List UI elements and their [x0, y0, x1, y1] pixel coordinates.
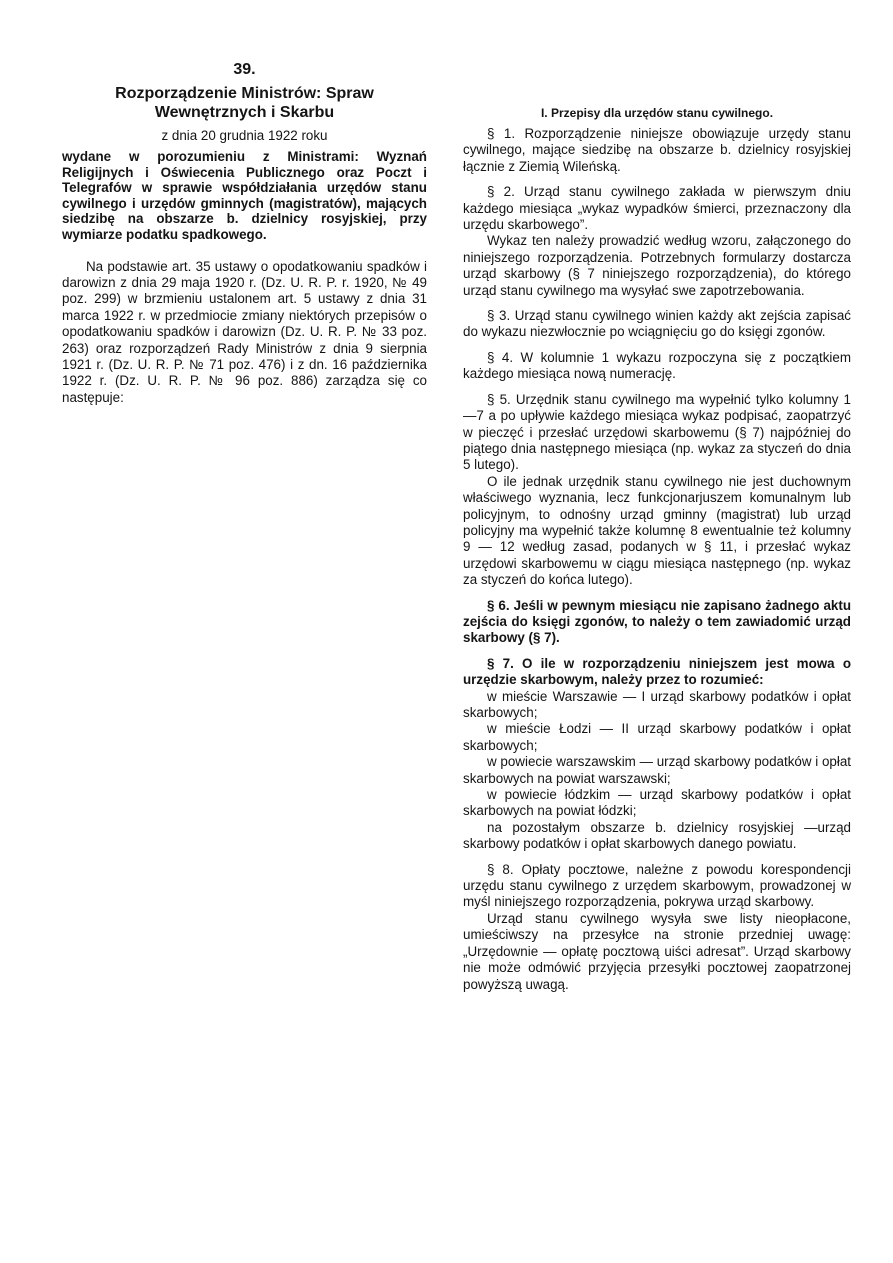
paragraph-3: § 3. Urząd stanu cywilnego winien każdy akt zejścia zapisać do wykazu niezwłocznie po wciągnięciu go do księgi zgonów.: [463, 308, 851, 340]
right-column: [463, 60, 851, 993]
paragraph-8: § 8. Opłaty pocztowe, należne z powodu korespondencji urzędu stanu cywilnego z urzędem skarbowym, prowadzonej w myśl niniejszego rozporządzenia, pokrywa urząd skarbowy.: [463, 861, 851, 910]
preamble: Na podstawie art. 35 ustawy o opodatkowaniu spadków i darowizn z dnia 29 maja 1920 r. (Dz. U. R. P. r. 1920, № 49 poz. 299) w brzmieniu ustalonem art. 5 ustawy z dnia 31 marca 1922 r. w przedmiocie zmiany niektórych przepisów o opodatkowaniu spadków i darowizn (Dz. U. R. P. № 33 poz. 263) oraz rozporządzeń Rady Ministrów z dnia 9 sierpnia 1921 r. (Dz. U. R. P. № 71 poz. 476) i z dn. 16 października 1922 r. (Dz. U. R. P. № 96 poz. 886) zarządza się co następuje:: [62, 258, 427, 405]
paragraph-7-item: w powiecie łódzkim — urząd skarbowy podatków i opłat skarbowych na powiat łódzki;: [463, 787, 851, 819]
document-number: 39.: [233, 61, 256, 78]
paragraph-5-continued: O ile jednak urzędnik stanu cywilnego nie jest duchownym właściwego wyznania, lecz funkcjonarjuszem komunalnym lub policyjnym, to odnośny urząd gminny (magistrat) lub urząd policyjny ma wypełnić także kolumnę 8 ewentualnie też kolumny 9 — 12 według zasad, podanych w § 11, i przesłać wykaz urzędowi skarbowemu w ciągu miesiąca następnego (np. wykaz za styczeń do końca lutego).: [463, 473, 851, 588]
paragraph-5: § 5. Urzędnik stanu cywilnego ma wypełnić tylko kolumny 1—7 a po upływie każdego miesiąca wykaz podpisać, zaopatrzyć w pieczęć i przesłać urzędowi skarbowemu (§ 7) najpóźniej do piątego dnia następnego miesiąca (np. wykaz za styczeń do dnia 5 lutego).: [463, 391, 851, 473]
document-date: z dnia 20 grudnia 1922 roku: [161, 128, 328, 143]
paragraph-7-item: w mieście Łodzi — II urząd skarbowy podatków i opłat skarbowych;: [463, 721, 851, 753]
paragraph-7-item: w powiecie warszawskim — urząd skarbowy podatków i opłat skarbowych na powiat warszawski;: [463, 754, 851, 786]
section-title: I. Przepisy dla urzędów stanu cywilnego.: [540, 106, 774, 120]
preamble-continuation-space: [463, 60, 851, 106]
paragraph-6: § 6. Jeśli w pewnym miesiącu nie zapisano żadnego aktu zejścia do księgi zgonów, to należy o tem zawiadomić urząd skarbowy (§ 7).: [463, 597, 851, 646]
paragraph-1: § 1. Rozporządzenie niniejsze obowiązuje urzędy stanu cywilnego, mające siedzibę na obszarze b. dzielnicy rosyjskiej łącznie z Ziemią Wileńską.: [463, 126, 851, 174]
document-title: Rozporządzenie Ministrów: Spraw Wewnętrznych i Skarbu: [115, 85, 374, 121]
paragraph-7-item: na pozostałym obszarze b. dzielnicy rosyjskiej —urząd skarbowy podatków i opłat skarbowych danego powiatu.: [463, 819, 851, 852]
paragraph-8-continued: Urząd stanu cywilnego wysyła swe listy nieopłacone, umieściwszy na przesyłce na stronie przedniej uwagę: „Urzędownie — opłatę pocztową uiści adresat”. Urząd skarbowy nie może odmówić przyjęcia przesyłki pocztowej zaopatrzonej powyższą uwagą.: [463, 910, 851, 992]
document-subtitle: wydane w porozumieniu z Ministrami: Wyznań Religijnych i Oświecenia Publicznego oraz Poczt i Telegrafów w sprawie współdziałania urzędów stanu cywilnego i urzędów gminnych (magistratów), mających siedzibę na obszarze b. dzielnicy rosyjskiej, przy wymiarze podatku spadkowego.: [62, 149, 427, 242]
paragraph-7-item: w mieście Warszawie — I urząd skarbowy podatków i opłat skarbowych;: [463, 688, 851, 720]
paragraph-4: § 4. W kolumnie 1 wykazu rozpoczyna się z początkiem każdego miesiąca nową numerację.: [463, 349, 851, 382]
paragraph-2: § 2. Urząd stanu cywilnego zakłada w pierwszym dniu każdego miesiąca „wykaz wypadków śmierci, przeznaczony dla urzędu skarbowego”.: [463, 184, 851, 233]
paragraph-2-continued: Wykaz ten należy prowadzić według wzoru, załączonego do niniejszego rozporządzenia. Potrzebnych formularzy dostarcza urząd skarbowy (§ 7 niniejszego rozporządzenia), do którego urząd stanu cywilnego ma wysyłać swe zapotrzebowania.: [463, 233, 851, 298]
paragraph-7: § 7. O ile w rozporządzeniu niniejszem jest mowa o urzędzie skarbowym, należy przez to rozumieć:: [463, 655, 851, 688]
left-column: [62, 60, 427, 406]
